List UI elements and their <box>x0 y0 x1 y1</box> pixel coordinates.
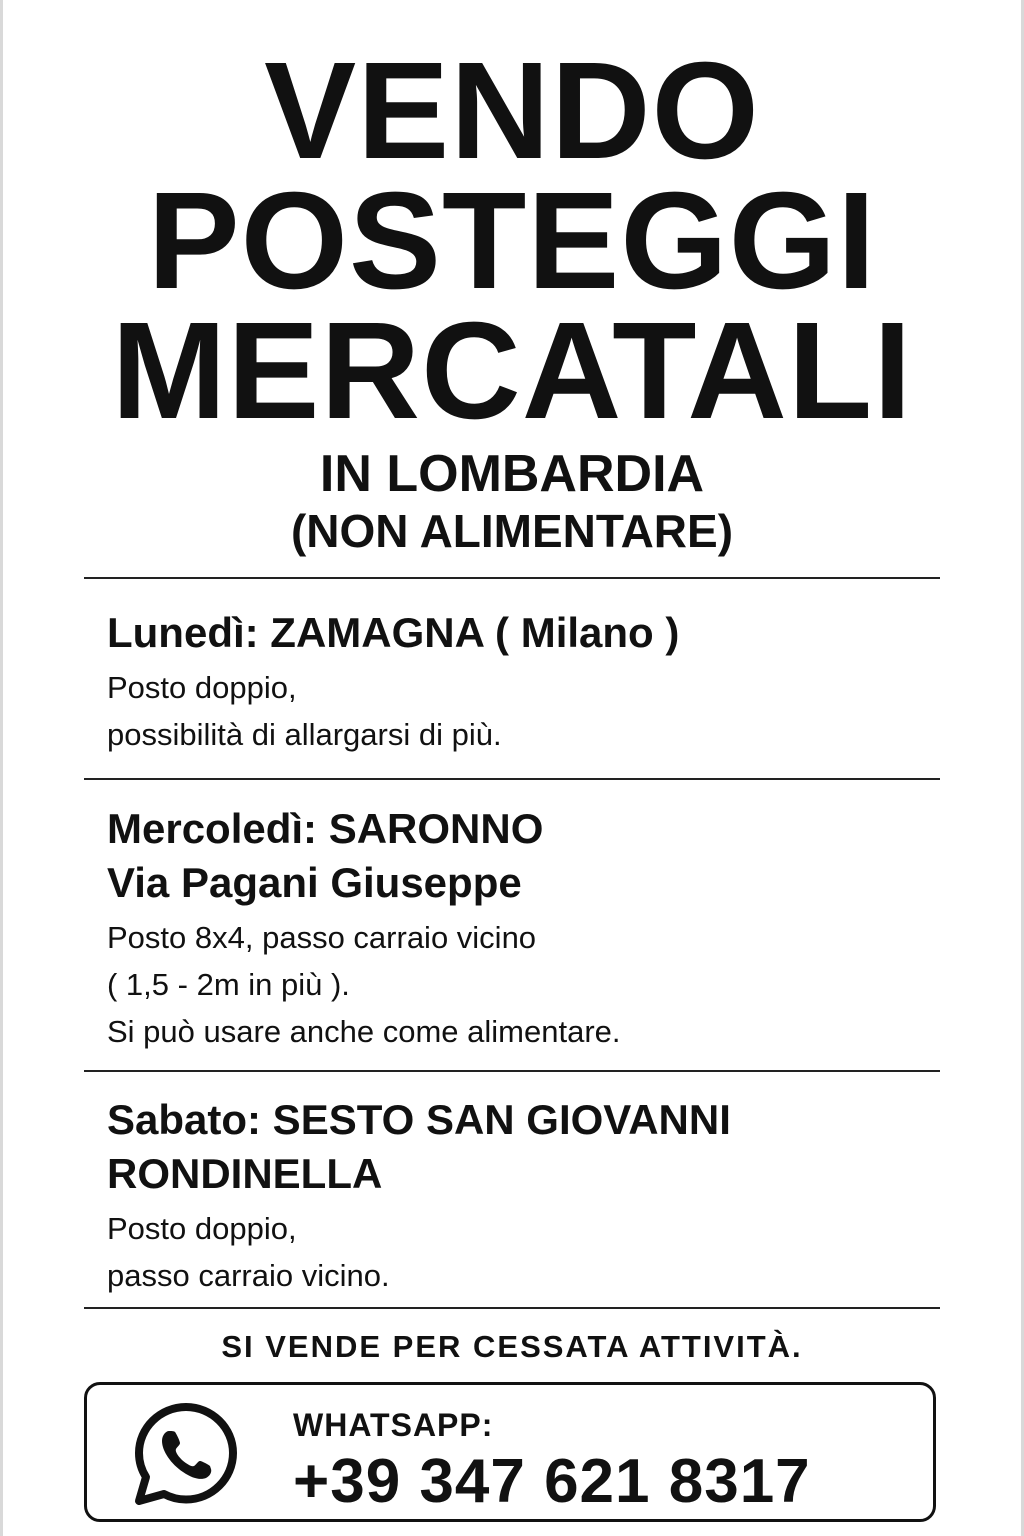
market-detail: Posto doppio, <box>107 1211 297 1246</box>
headline-line-2: POSTEGGI <box>147 164 877 318</box>
market-detail: Posto 8x4, passo carraio vicino <box>107 920 537 955</box>
divider <box>84 778 940 780</box>
market-wednesday <box>107 802 937 1055</box>
whatsapp-icon <box>131 1399 241 1509</box>
market-heading: RONDINELLA <box>107 1150 383 1197</box>
market-detail: ( 1,5 - 2m in più ). <box>107 967 350 1002</box>
headline-line-3: MERCATALI <box>111 294 913 448</box>
category-subtitle: (NON ALIMENTARE) <box>290 505 734 557</box>
market-heading: Lunedì: ZAMAGNA ( Milano ) <box>107 609 680 656</box>
market-detail: Posto doppio, <box>107 670 297 705</box>
closing-note: SI VENDE PER CESSATA ATTIVITÀ. <box>221 1329 803 1364</box>
phone-number[interactable]: +39 347 621 8317 <box>293 1447 811 1516</box>
divider <box>84 1307 940 1309</box>
market-saturday <box>107 1093 937 1299</box>
divider <box>84 577 940 579</box>
market-monday <box>107 606 937 758</box>
divider <box>84 1070 940 1072</box>
market-heading: Sabato: SESTO SAN GIOVANNI <box>107 1096 731 1143</box>
market-detail: passo carraio vicino. <box>107 1258 390 1293</box>
whatsapp-label: WHATSAPP: <box>293 1407 494 1443</box>
market-heading: Mercoledì: SARONNO <box>107 805 544 852</box>
headline-line-1: VENDO <box>264 34 760 188</box>
market-detail: possibilità di allargarsi di più. <box>107 717 502 752</box>
region-subtitle: IN LOMBARDIA <box>319 445 705 503</box>
market-detail: Si può usare anche come alimentare. <box>107 1014 621 1049</box>
whatsapp-contact-box[interactable] <box>84 1382 936 1522</box>
market-heading: Via Pagani Giuseppe <box>107 859 522 906</box>
